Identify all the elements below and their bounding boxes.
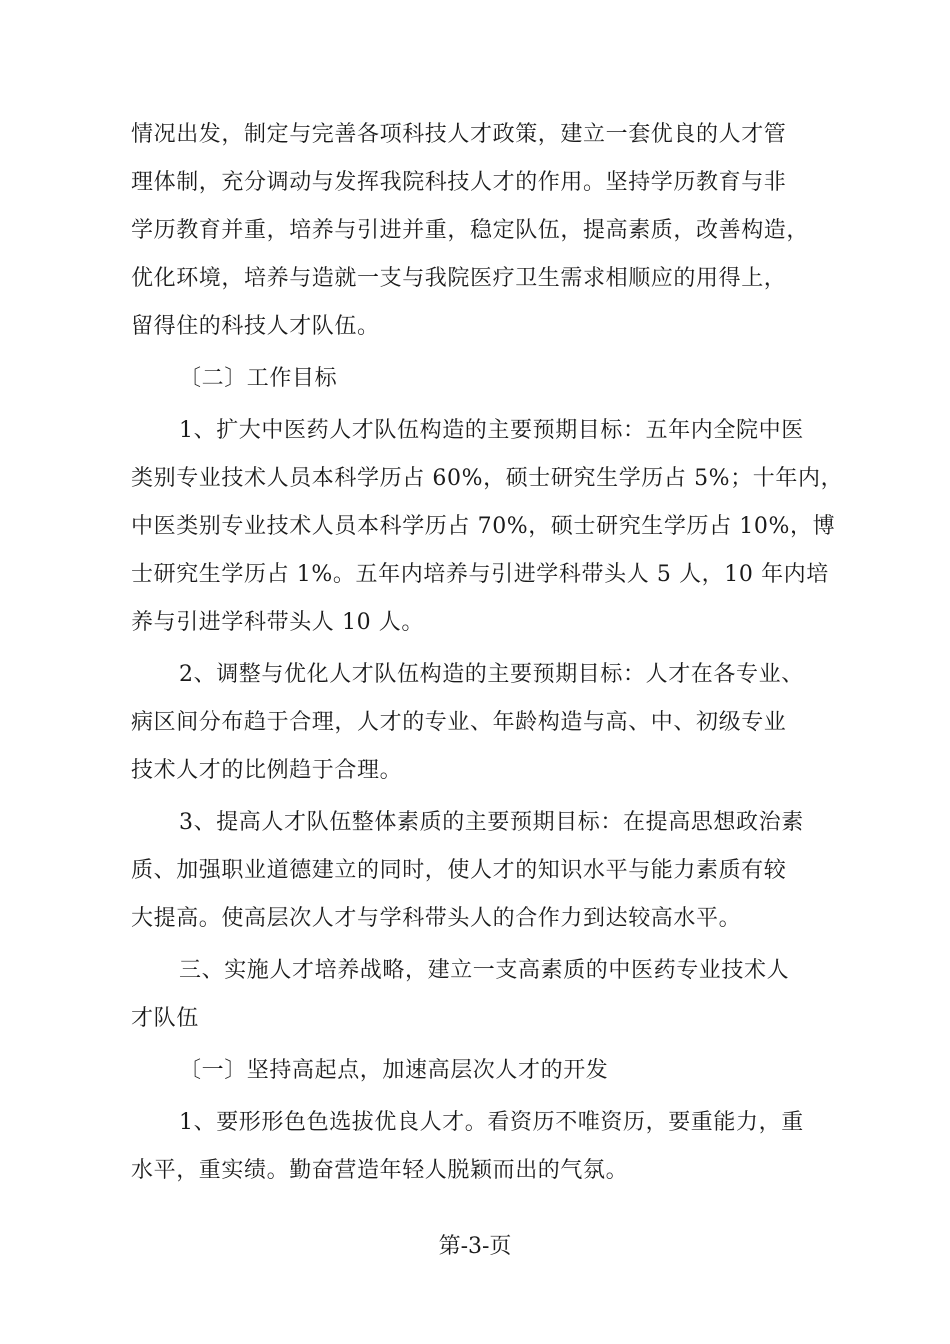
text-line: 留得住的科技人才队伍。 [131,314,380,339]
text-line: 情况出发，制定与完善各项科技人才政策，建立一套优良的人才管 [131,122,787,147]
text-line: 养与引进学科带头人 10 人。 [131,610,424,635]
text-line: 大提高。使高层次人才与学科带头人的合作力到达较高水平。 [131,906,742,931]
text-line: 优化环境，培养与造就一支与我院医疗卫生需求相顺应的用得上， [131,266,787,291]
text-line: 3、提高人才队伍整体素质的主要预期目标：在提高思想政治素 [179,810,804,835]
text-line: 质、加强职业道德建立的同时，使人才的知识水平与能力素质有较 [131,858,787,883]
section-heading: 〔二〕工作目标 [179,366,338,391]
text-line: 技术人才的比例趋于合理。 [131,758,403,783]
page-number: 第-3-页 [438,1234,512,1259]
text-line: 学历教育并重，培养与引进并重，稳定队伍，提高素质，改善构造， [131,218,810,243]
section-heading: 才队伍 [131,1006,199,1031]
section-heading: 三、实施人才培养战略，建立一支高素质的中医药专业技术人 [179,958,790,983]
text-line: 水平，重实绩。勤奋营造年轻人脱颖而出的气氛。 [131,1158,629,1183]
subsection-heading: 〔一〕坚持高起点，加速高层次人才的开发 [179,1058,609,1083]
text-line: 1、扩大中医药人才队伍构造的主要预期目标：五年内全院中医 [179,418,804,443]
document-body [131,111,844,1195]
text-line: 理体制，充分调动与发挥我院科技人才的作用。坚持学历教育与非 [131,170,787,195]
text-line: 类别专业技术人员本科学历占 60%，硕士研究生学历占 5%；十年内， [131,466,844,491]
text-line: 2、调整与优化人才队伍构造的主要预期目标：人才在各专业、 [179,662,804,687]
text-line: 1、要形形色色选拔优良人才。看资历不唯资历，要重能力，重 [179,1110,804,1135]
text-line: 士研究生学历占 1%。五年内培养与引进学科带头人 5 人，10 年内培 [131,562,829,587]
text-line: 病区间分布趋于合理，人才的专业、年龄构造与高、中、初级专业 [131,710,787,735]
text-line: 中医类别专业技术人员本科学历占 70%，硕士研究生学历占 10%，博 [131,514,836,539]
